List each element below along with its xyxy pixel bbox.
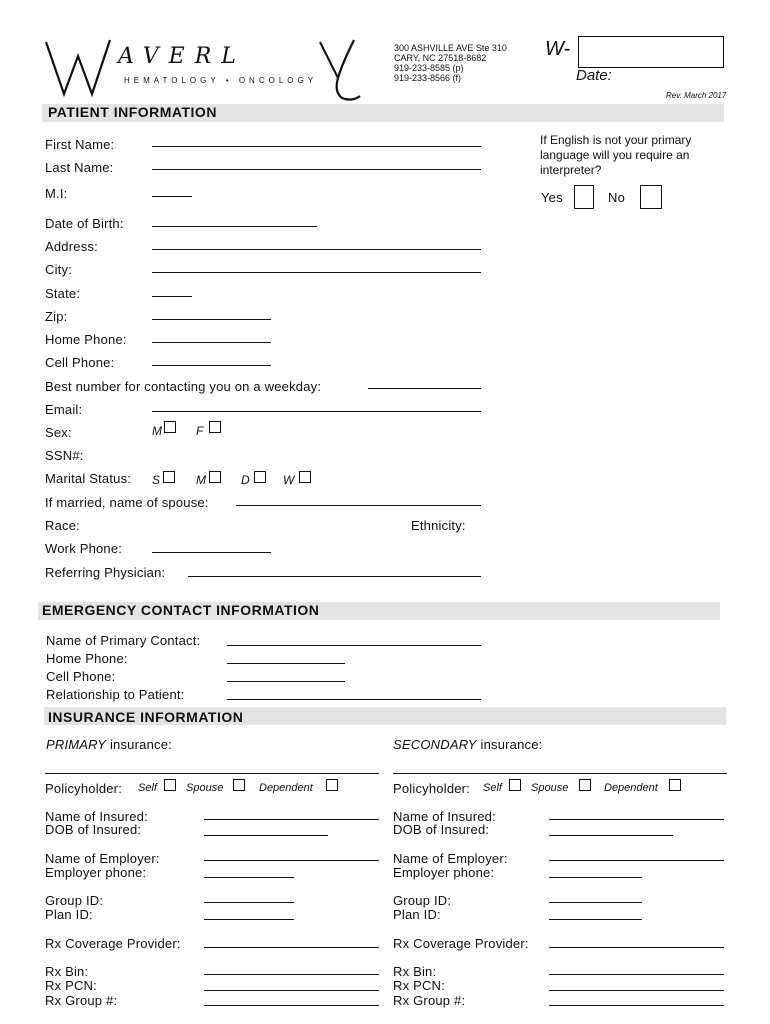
primary-rx-pcn-label: Rx PCN: (45, 978, 97, 993)
primary-dob-insured-field[interactable] (204, 835, 328, 836)
marital-m-label: M (196, 473, 206, 487)
secondary-spouse-label: Spouse (531, 782, 569, 794)
secondary-rx-bin-label: Rx Bin: (393, 964, 437, 979)
id-prefix: W- (545, 38, 571, 60)
secondary-employer-phone-field[interactable] (549, 877, 642, 878)
marital-d-label: D (241, 473, 250, 487)
primary-employer-label: Name of Employer: (45, 851, 160, 866)
marital-s-label: S (152, 473, 161, 487)
referring-label: Referring Physician: (45, 565, 166, 580)
secondary-rx-pcn-label: Rx PCN: (393, 978, 445, 993)
phone-line: 919-233-8585 (p) (394, 63, 464, 73)
primary-name-insured-label: Name of Insured: (45, 809, 148, 824)
sex-m-label: M (152, 424, 162, 438)
secondary-group-id-field[interactable] (549, 902, 642, 903)
secondary-dob-insured-label: DOB of Insured: (393, 822, 490, 837)
email-field[interactable] (152, 411, 481, 412)
home-phone-field[interactable] (152, 342, 271, 343)
secondary-rx-provider-field[interactable] (549, 947, 724, 948)
secondary-dependent-label: Dependent (604, 782, 658, 794)
secondary-employer-label: Name of Employer: (393, 851, 508, 866)
secondary-rx-group-field[interactable] (549, 1005, 724, 1006)
interpreter-no-label: No (608, 190, 626, 205)
patient-section-title: PATIENT INFORMATION (48, 104, 217, 120)
date-field[interactable] (620, 82, 720, 83)
dob-field[interactable] (152, 226, 317, 227)
address-line-1: 300 ASHVILLE AVE Ste 310 (394, 43, 507, 53)
last-name-label: Last Name: (45, 160, 114, 175)
state-label: State: (45, 286, 81, 301)
marital-w-checkbox[interactable] (299, 471, 311, 483)
interpreter-line-1: If English is not your primary (540, 133, 692, 147)
logo-subtitle: HEMATOLOGY • ONCOLOGY (124, 76, 318, 85)
secondary-name-insured-field[interactable] (549, 819, 724, 820)
primary-contact-label: Name of Primary Contact: (46, 633, 201, 648)
ssn-label: SSN#: (45, 448, 84, 463)
first-name-field[interactable] (152, 146, 481, 147)
secondary-self-checkbox[interactable] (509, 779, 521, 791)
primary-policyholder-label: Policyholder: (45, 781, 123, 796)
primary-contact-field[interactable] (227, 645, 481, 646)
secondary-insurance-word: insurance: (476, 737, 543, 752)
interpreter-no-checkbox[interactable] (640, 185, 662, 209)
primary-insurance-label (46, 737, 172, 752)
spouse-label: If married, name of spouse: (45, 495, 209, 510)
secondary-employer-phone-label: Employer phone: (393, 865, 495, 880)
secondary-rx-pcn-field[interactable] (549, 990, 724, 991)
interpreter-yes-checkbox[interactable] (574, 185, 594, 209)
emergency-home-phone-field[interactable] (227, 663, 345, 664)
secondary-dob-insured-field[interactable] (549, 835, 673, 836)
emergency-section-header (38, 602, 720, 620)
primary-word: PRIMARY (46, 737, 107, 752)
secondary-plan-id-label: Plan ID: (393, 907, 441, 922)
state-field[interactable] (152, 296, 192, 297)
secondary-group-id-label: Group ID: (393, 893, 452, 908)
secondary-policyholder-label: Policyholder: (393, 781, 471, 796)
primary-plan-id-label: Plan ID: (45, 907, 93, 922)
primary-rx-bin-field[interactable] (204, 974, 379, 975)
primary-dependent-checkbox[interactable] (326, 779, 338, 791)
marital-s-checkbox[interactable] (163, 471, 175, 483)
marital-label: Marital Status: (45, 471, 132, 486)
zip-field[interactable] (152, 319, 271, 320)
primary-rx-provider-field[interactable] (204, 947, 379, 948)
primary-insurance-field[interactable] (45, 773, 379, 774)
emergency-cell-phone-field[interactable] (227, 681, 345, 682)
relationship-label: Relationship to Patient: (46, 687, 185, 702)
address-field[interactable] (152, 249, 481, 250)
secondary-spouse-checkbox[interactable] (579, 779, 591, 791)
mi-field[interactable] (152, 196, 192, 197)
primary-rx-provider-label: Rx Coverage Provider: (45, 936, 181, 951)
emergency-cell-phone-label: Cell Phone: (46, 669, 116, 684)
interpreter-line-3: interpreter? (540, 163, 602, 177)
sex-m-checkbox[interactable] (164, 421, 176, 433)
interpreter-line-2: language will you require an (540, 148, 690, 162)
interpreter-yes-label: Yes (541, 190, 563, 205)
primary-rx-bin-label: Rx Bin: (45, 964, 89, 979)
ethnicity-label: Ethnicity: (411, 518, 466, 533)
primary-employer-phone-label: Employer phone: (45, 865, 147, 880)
primary-name-insured-field[interactable] (204, 819, 379, 820)
last-name-field[interactable] (152, 169, 481, 170)
primary-self-checkbox[interactable] (164, 779, 176, 791)
primary-employer-field[interactable] (204, 860, 379, 861)
date-label: Date: (576, 67, 612, 84)
emergency-home-phone-label: Home Phone: (46, 651, 128, 666)
sex-f-label: F (196, 424, 204, 438)
primary-dependent-label: Dependent (259, 782, 313, 794)
work-phone-field[interactable] (152, 552, 271, 553)
race-label: Race: (45, 518, 80, 533)
primary-plan-id-field[interactable] (204, 919, 294, 920)
best-number-field[interactable] (368, 388, 481, 389)
marital-m-checkbox[interactable] (209, 471, 221, 483)
primary-spouse-checkbox[interactable] (233, 779, 245, 791)
relationship-field[interactable] (227, 699, 481, 700)
ssn-field[interactable] (152, 458, 481, 459)
clinic-address (394, 43, 507, 83)
secondary-plan-id-field[interactable] (549, 919, 642, 920)
email-label: Email: (45, 402, 83, 417)
marital-w-label: W (283, 473, 295, 487)
secondary-word: SECONDARY (393, 737, 477, 752)
home-phone-label: Home Phone: (45, 332, 127, 347)
patient-section-header (42, 104, 724, 122)
primary-employer-phone-field[interactable] (204, 877, 294, 878)
mi-label: M.I: (45, 186, 68, 201)
primary-insurance-word: insurance: (106, 737, 172, 752)
primary-group-id-field[interactable] (204, 902, 294, 903)
primary-dob-insured-label: DOB of Insured: (45, 822, 142, 837)
primary-rx-group-label: Rx Group #: (45, 993, 118, 1008)
cell-phone-field[interactable] (152, 365, 271, 366)
first-name-label: First Name: (45, 137, 115, 152)
secondary-insurance-label (393, 737, 542, 752)
secondary-rx-bin-field[interactable] (549, 974, 724, 975)
patient-id-field[interactable] (578, 36, 724, 68)
city-label: City: (45, 262, 72, 277)
cell-phone-label: Cell Phone: (45, 355, 115, 370)
secondary-dependent-checkbox[interactable] (669, 779, 681, 791)
city-field[interactable] (152, 272, 481, 273)
address-label: Address: (45, 239, 98, 254)
logo-letters: AVERL (118, 44, 246, 69)
secondary-name-insured-label: Name of Insured: (393, 809, 496, 824)
secondary-self-label: Self (483, 782, 502, 794)
primary-self-label: Self (138, 782, 157, 794)
secondary-insurance-field[interactable] (393, 773, 727, 774)
sex-label: Sex: (45, 425, 72, 440)
primary-spouse-label: Spouse (186, 782, 224, 794)
secondary-rx-provider-label: Rx Coverage Provider: (393, 936, 529, 951)
revision-label: Rev. March 2017 (666, 91, 727, 100)
work-phone-label: Work Phone: (45, 541, 123, 556)
primary-rx-pcn-field[interactable] (204, 990, 379, 991)
spouse-field[interactable] (236, 505, 481, 506)
insurance-section-title: INSURANCE INFORMATION (48, 709, 244, 725)
secondary-rx-group-label: Rx Group #: (393, 993, 466, 1008)
interpreter-question (540, 133, 691, 178)
secondary-employer-field[interactable] (549, 860, 724, 861)
dob-label: Date of Birth: (45, 216, 124, 231)
primary-rx-group-field[interactable] (204, 1005, 379, 1006)
best-number-label: Best number for contacting you on a weekday: (45, 379, 322, 394)
emergency-section-title: EMERGENCY CONTACT INFORMATION (42, 602, 320, 618)
marital-d-checkbox[interactable] (254, 471, 266, 483)
referring-field[interactable] (188, 576, 481, 577)
zip-label: Zip: (45, 309, 68, 324)
fax-line: 919-233-8566 (f) (394, 73, 462, 83)
insurance-section-header (44, 707, 726, 725)
primary-group-id-label: Group ID: (45, 893, 104, 908)
address-line-2: CARY, NC 27518-8682 (394, 53, 487, 63)
sex-f-checkbox[interactable] (209, 421, 221, 433)
